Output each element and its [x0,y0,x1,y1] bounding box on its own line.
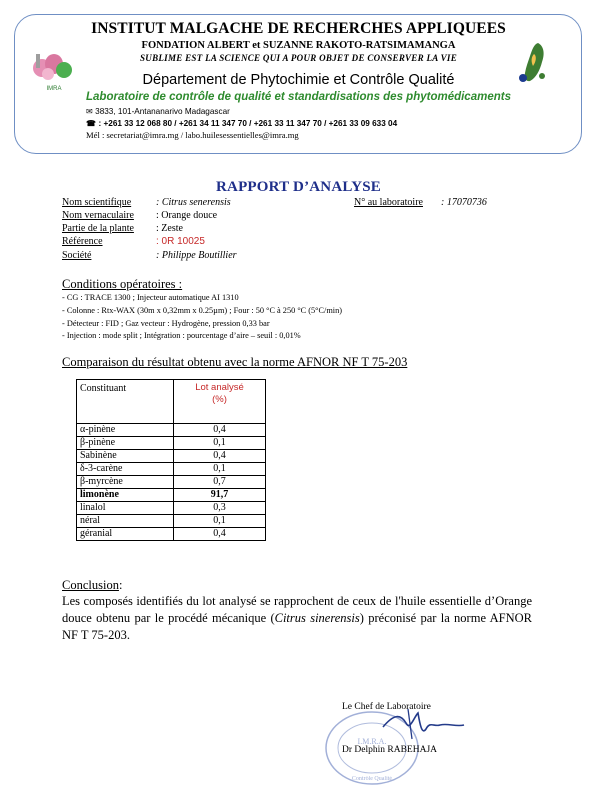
value-cell: 0,1 [174,437,266,450]
conclusion-heading [62,578,122,593]
address-text: 3833, 101-Antananarivo Madagascar [95,107,230,116]
constituent-cell: géranial [77,528,174,541]
scientific-name-value: : Citrus senerensis [156,197,231,208]
conditions-heading: Conditions opératoires : [62,277,183,291]
value-cell: 0,7 [174,476,266,489]
table-row [77,437,266,450]
conclusion-text-italic: Citrus sinerensis [274,611,360,625]
condition-line: - Colonne : Rtx-WAX (30m x 0,32mm x 0.25µm) ; Four : 50 °C à 250 °C (5°C/min) [62,306,342,315]
conclusion-heading-colon: : [118,578,123,592]
scientific-name-label: Nom scientifique [62,197,132,208]
value-cell: 0,1 [174,463,266,476]
company-value: : Philippe Boutillier [156,250,237,261]
table-row [77,450,266,463]
phone-line [86,118,397,128]
value-cell: 0,4 [174,450,266,463]
table-header-row [77,380,266,424]
value-cell: 0,1 [174,515,266,528]
lab-number-label: N° au laboratoire [354,197,423,208]
svg-text:Contrôle Qualité: Contrôle Qualité [351,776,393,782]
table-row [77,515,266,528]
reference-value: : 0R 10025 [156,236,205,247]
phone-text: : +261 33 12 068 80 / +261 34 11 347 70 / +261 33 11 347 70 / +261 33 09 633 04 [98,119,398,128]
plant-part-label: Partie de la plante [62,223,134,234]
svg-text:I.M.R.A.: I.M.R.A. [357,737,387,746]
email-line: Mél : secretariat@imra.mg / labo.huilesessentielles@imra.mg [86,130,299,140]
table-row [77,528,266,541]
constituent-cell: β-myrcène [77,476,174,489]
table-row [77,463,266,476]
constituent-cell: néral [77,515,174,528]
value-cell: 0,3 [174,502,266,515]
value-cell: 0,4 [174,528,266,541]
constituent-cell: linalol [77,502,174,515]
lot-header [174,380,266,424]
common-name-value: : Orange douce [156,210,218,221]
mailbox-icon: ✉ [86,107,96,116]
constituent-cell: Sabinène [77,450,174,463]
lot-header-line2: (%) [212,394,227,405]
table-row [77,502,266,515]
signatory-name: Dr Delphin RABEHAJA [342,745,437,755]
constituent-cell: α-pinène [77,424,174,437]
constituent-cell: δ-3-carène [77,463,174,476]
department-name: Département de Phytochimie et Contrôle Qualité [142,72,455,88]
constituent-cell: β-pinène [77,437,174,450]
conclusion-heading-text: Conclusion [62,578,119,592]
report-title: RAPPORT D’ANALYSE [216,179,381,195]
laboratory-name: Laboratoire de contrôle de qualité et standardisations des phytomédicaments [86,91,511,103]
common-name-label: Nom vernaculaire [62,210,134,221]
signatory-title: Le Chef de Laboratoire [342,702,431,712]
plant-part-value: : Zeste [156,223,183,234]
constituent-header: Constituant [77,380,174,424]
institute-name: INSTITUT MALGACHE DE RECHERCHES APPLIQUEES [91,20,506,37]
condition-line: - Détecteur : FID ; Gaz vecteur : Hydrogène, pression 0,33 bar [62,319,270,328]
reference-label: Référence [62,236,103,247]
company-label: Société [62,250,92,261]
table-row [77,424,266,437]
value-cell: 0,4 [174,424,266,437]
logo-text: IMRA [46,86,62,92]
results-table [76,379,266,541]
constituent-cell: limonène [77,489,174,502]
lot-header-line1: Lot analysé [195,382,244,393]
motto: SUBLIME EST LA SCIENCE QUI A POUR OBJET DE CONSERVER LA VIE [139,53,458,63]
conclusion-text [62,593,532,644]
conclusion-text-part2: ) préconisé par la norme AFNOR NF T 75-203. [62,611,532,642]
condition-line: - CG : TRACE 1300 ; Injecteur automatique AI 1310 [62,293,239,302]
address-line [86,106,230,116]
phone-icon: ☎ [86,119,99,128]
lab-number-value: : 17070736 [441,197,487,208]
value-cell: 91,7 [174,489,266,502]
comparison-heading: Comparaison du résultat obtenu avec la norme AFNOR NF T 75-203 [62,355,408,369]
conclusion-text-part1: Les composés identifiés du lot analysé se rapprochent de ceux de l'huile essentielle d’Orange douce obtenu par le procédé mécanique ( [62,594,532,625]
table-row [77,489,266,502]
condition-line: - Injection : mode split ; Intégration : pourcentage d’aire – seuil : 0,01% [62,331,301,340]
foundation-name: FONDATION ALBERT et SUZANNE RAKOTO-RATSIMAMANGA [141,40,456,51]
table-row [77,476,266,489]
